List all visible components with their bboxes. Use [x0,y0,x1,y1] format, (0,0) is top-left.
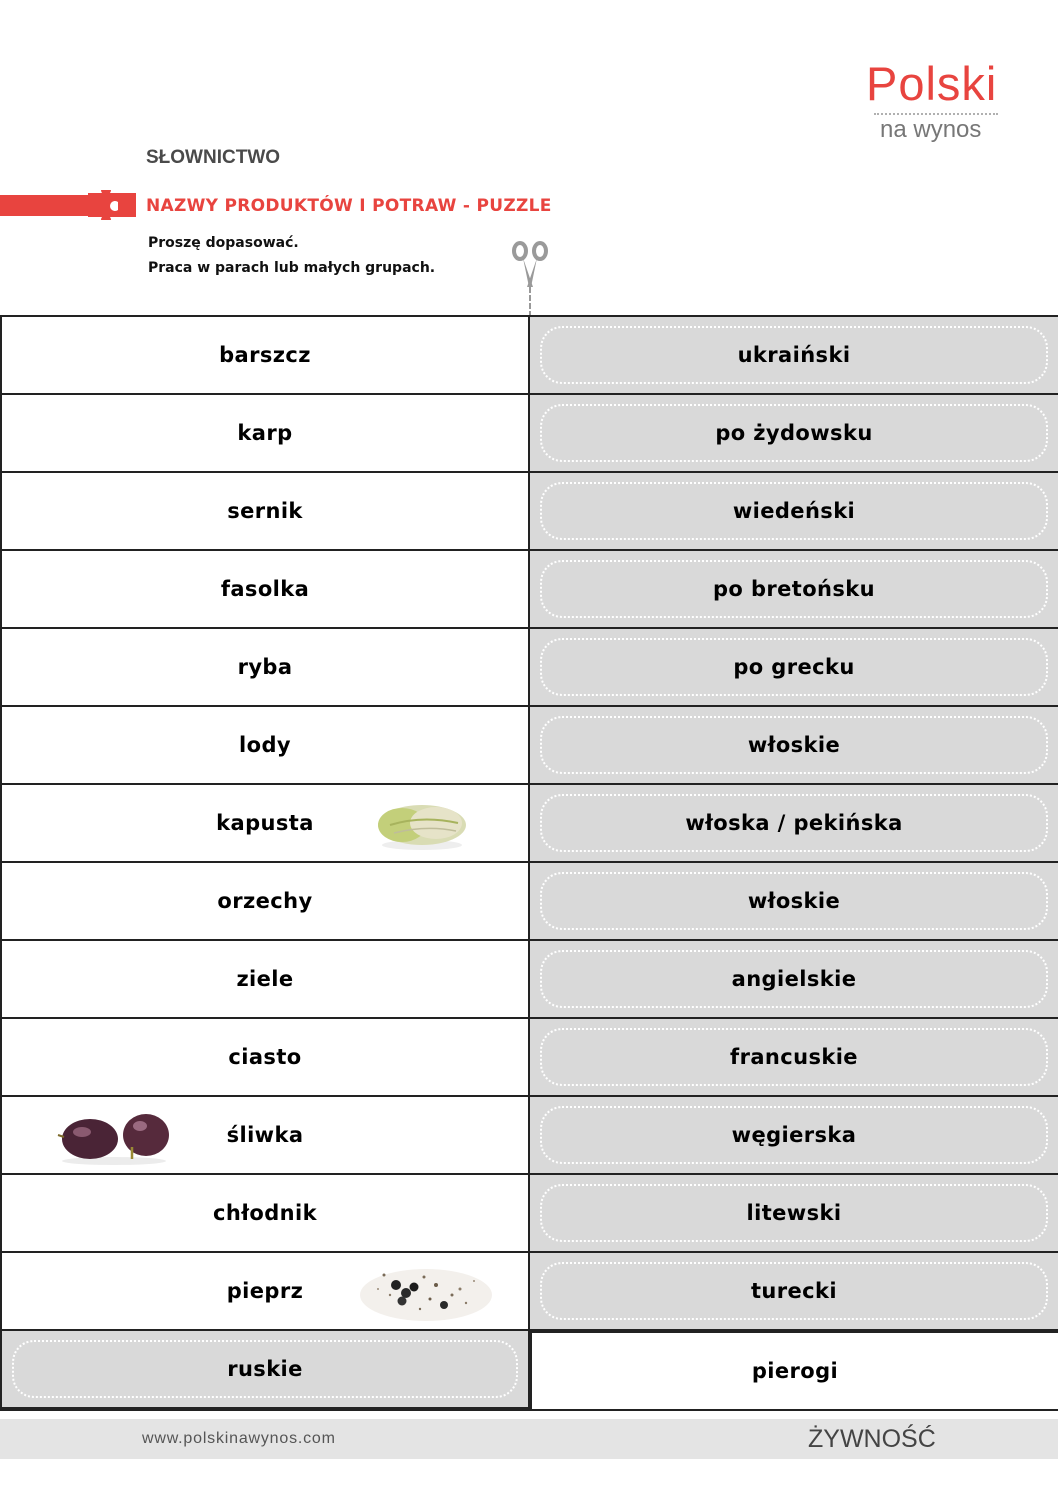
pepper-image [354,1255,500,1327]
accent-bar [0,195,88,216]
food-word: śliwka [226,1123,304,1147]
logo-main-text: Polski [866,57,998,110]
puzzle-row [0,941,1058,1019]
logo-sub-text: na wynos [880,116,982,143]
food-word: sernik [227,499,303,523]
food-card[interactable] [0,629,530,707]
scissors-icon [511,241,549,289]
adjective-card[interactable] [530,707,1058,785]
adjective-word: francuskie [730,1045,858,1069]
adjective-card[interactable] [530,1019,1058,1097]
puzzle-row [0,473,1058,551]
food-word: orzechy [217,889,313,913]
puzzle-row [0,707,1058,785]
instruction-line-1: Proszę dopasować. [148,235,299,251]
adjective-card[interactable] [530,629,1058,707]
food-word: kapusta [216,811,314,835]
food-word: karp [237,421,293,445]
food-word: ryba [237,655,293,679]
worksheet-subtitle: NAZWY PRODUKTÓW I POTRAW - PUZZLE [146,196,552,216]
puzzle-grid [0,315,1058,1411]
puzzle-row [0,863,1058,941]
puzzle-row [0,1175,1058,1253]
adjective-word: włoskie [747,889,841,913]
food-card[interactable] [0,1019,530,1097]
adjective-card[interactable] [530,785,1058,863]
puzzle-row [0,395,1058,473]
adjective-word: po grecku [733,655,855,679]
puzzle-row [0,1253,1058,1331]
food-card[interactable] [0,707,530,785]
food-word: fasolka [220,577,310,601]
adjective-word: litewski [746,1201,842,1225]
adjective-card[interactable] [530,551,1058,629]
food-card[interactable] [0,473,530,551]
food-word: barszcz [219,343,311,367]
food-card[interactable] [0,785,530,863]
food-word: chłodnik [213,1201,317,1225]
adjective-word: angielskie [731,967,857,991]
puzzle-row [0,551,1058,629]
food-card[interactable] [0,1331,530,1409]
food-card[interactable] [0,317,530,395]
logo-divider [874,113,998,115]
adjective-word: włoska / pekińska [685,811,903,835]
adjective-card[interactable] [530,1097,1058,1175]
cabbage-image [372,797,468,853]
puzzle-row [0,785,1058,863]
section-title: SŁOWNICTWO [146,147,281,168]
adjective-word: turecki [750,1279,837,1303]
adjective-card[interactable] [530,473,1058,551]
food-card[interactable] [0,863,530,941]
adjective-word: węgierska [731,1123,857,1147]
cut-line [529,287,531,317]
adjective-card[interactable] [530,1175,1058,1253]
instruction-line-2: Praca w parach lub małych grupach. [148,260,436,276]
food-word: pieprz [226,1279,304,1303]
food-card[interactable] [0,1175,530,1253]
footer-category: ŻYWNOŚĆ [808,1425,936,1453]
adjective-card[interactable] [530,1253,1058,1331]
adjective-word: wiedeński [732,499,856,523]
food-card[interactable] [0,941,530,1019]
food-word: lody [239,733,291,757]
food-card[interactable] [0,395,530,473]
puzzle-row [0,629,1058,707]
brand-logo [866,58,1006,143]
puzzle-row [0,317,1058,395]
plums-image [50,1111,174,1167]
food-card[interactable] [0,1253,530,1331]
adjective-card[interactable] [530,863,1058,941]
adjective-word: ukraiński [737,343,851,367]
food-word: ruskie [227,1357,303,1381]
adjective-word: pierogi [751,1359,839,1383]
adjective-word: po bretońsku [712,577,876,601]
food-word: ziele [236,967,294,991]
food-card[interactable] [0,551,530,629]
adjective-word: po żydowsku [715,421,873,445]
puzzle-piece-icon [88,190,136,220]
food-card[interactable] [0,1097,530,1175]
puzzle-row [0,1331,1058,1409]
puzzle-row [0,1019,1058,1097]
puzzle-row [0,1097,1058,1175]
adjective-card[interactable] [530,317,1058,395]
adjective-word: włoskie [747,733,841,757]
adjective-card[interactable] [530,1331,1058,1409]
food-word: ciasto [228,1045,302,1069]
footer-url: www.polskinawynos.com [142,1430,336,1447]
adjective-card[interactable] [530,395,1058,473]
adjective-card[interactable] [530,941,1058,1019]
